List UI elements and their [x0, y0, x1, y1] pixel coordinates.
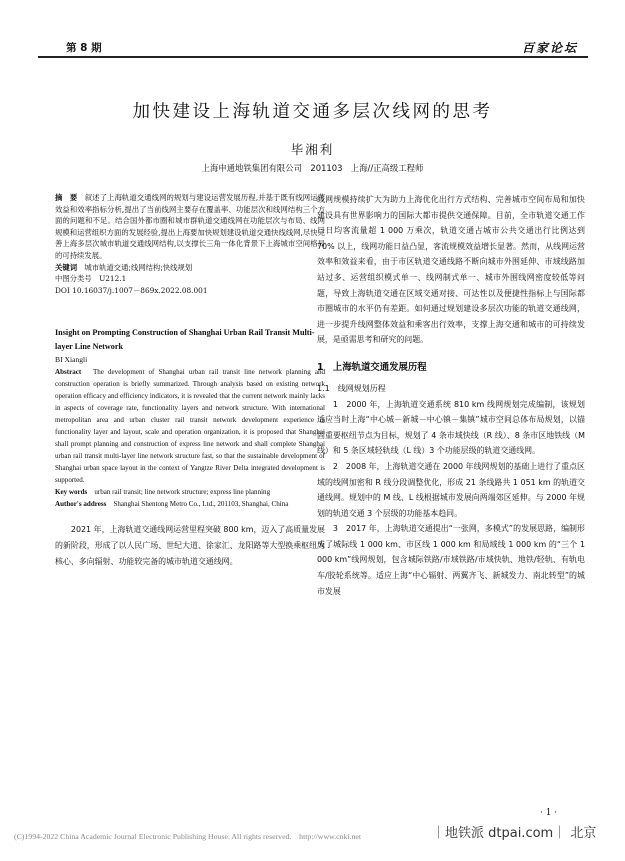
author-name: 毕湘利 [290, 142, 335, 157]
page-number: · 1 · [540, 808, 558, 818]
english-abstract [55, 366, 325, 486]
issue-number: 第 8 期 [66, 42, 102, 54]
section-heading-1-1: 1.1 线网规划历程 [317, 383, 386, 393]
copyright-footer: (C)1994-2022 China Academic Journal Electronic Publishing House. All rights reserved. http://www.cnki.net [14, 832, 362, 841]
article-title: 加快建设上海轨道交通多层次线网的思考 [132, 102, 493, 122]
running-header [38, 40, 588, 58]
keywords-label: 关键词 [55, 262, 78, 272]
abstract-label: 摘 要 [55, 193, 78, 202]
chinese-abstract [55, 192, 325, 262]
author-address [55, 498, 325, 510]
intro-paragraph-start: 2021 年，上海轨道交通线网运营里程突破 800 km，迈入了高质量发展的新阶段，形成了以人民广场、世纪大道、徐家汇、龙阳路等大型换乘枢纽为核心、多向辐射、功能较完备的城市轨道交通线网。 [55, 525, 325, 566]
history-item-2: 2 2008 年，上海轨道交通在 2000 年线网规划的基础上进行了重点区域的线网加密和 R 线分段调整优化，形成 21 条线路共 1 051 km 的轨道交通线网。规划中的 M 线、L 线根据城市发展向两端郊区延伸。与 2000 年规划的轨道交通 3 个层级的功能基本趋同。 [317, 461, 585, 518]
author-address-label: Author's address [55, 500, 107, 509]
english-abstract-label: Abstract [55, 368, 82, 377]
author-address-text: Shanghai Shentong Metro Co., Ltd., 201103, Shanghai, China [113, 500, 289, 509]
english-abstract-text: The development of Shanghai urban rail transit line network planning and construction operation is briefly summarized. Through analysis based on existing network operation efficacy and efficiency indicators, it is revealed that the current network mainly lacks in aspects of coverage rate, functionality layers and network structure. With international metropolitan area and urban cluster rail transit network development experience in functionality layer and layout, scale and operation organization, it is proposed that Shanghai shall prompt planning and construction of express line network and shall complete Shanghai urban rail transit multi-layer line network structure fast, so that the sustainable development of Shanghai urban space layout in the context of Yangtze River Delta integrated development is supported. [55, 368, 325, 485]
english-author: BI Xiangli [55, 355, 88, 365]
chinese-keywords [55, 262, 325, 274]
right-column [317, 192, 585, 599]
left-column [55, 192, 325, 569]
english-keywords-label: Key words [55, 488, 88, 497]
author-affiliation: 上海申通地铁集团有限公司 201103 上海//正高级工程师 [201, 163, 424, 173]
english-title: Insight on Prompting Construction of Shanghai Urban Rail Transit Multi-layer Line Network [55, 328, 315, 352]
watermark: ｜地铁派 dtpai.com｜ 北京 [432, 826, 597, 841]
history-item-1: 1 2000 年，上海轨道交通系统 810 km 线网规划完成编制，该规划适应当时上海“中心城－新城－中心镇－集镇”城市空间总体布局规划，以锚固重要枢纽节点为目标，规划了 4 条市域快线（R 线）、8 条市区地铁线（M 线）和 5 条区域轻轨线（L 线）3 个功能层级的轨道交通线网。 [317, 399, 585, 456]
section-name: 百家论坛 [521, 41, 578, 55]
doi: DOI 10.16037/j.1007－869x.2022.08.001 [55, 285, 208, 295]
history-item-3: 3 2017 年，上海轨道交通提出“一张网，多模式”的发展思路，编制形成了城际线 1 000 km、市区线 1 000 km 和局域线 1 000 km 的“三个 1 000 km”线网规划，包含城际铁路/市域铁路/市域快轨、地铁/轻轨、有轨电车/胶轮系统等。适应上海“中心辐射、两翼齐飞、新城发力、南北转型”的城市发展 [317, 524, 585, 596]
abstract-text: 叙述了上海轨道交通线网的规划与建设运营发展历程,并基于既有线网运营效益和效率指标分析,提出了当前线网主要存在覆盖率、功能层次和线网结构三个方面的问题和不足。结合国外都市圈和城市群轨道交通线网在功能层次与布局、线网规模和运营组织方面的发展经验,提出上海要加快规划建设轨道交通快线线网,尽快完善上海多层次城市轨道交通线网结构,以支撑长三角一体化背景下上海城市空间格局的可持续发展。 [55, 193, 325, 260]
section-heading-1: 1 上海轨道交通发展历程 [317, 361, 427, 373]
keywords-text: 城市轨道交通;线网结构;快线规划 [84, 262, 193, 272]
english-keywords-text: urban rail transit; line network structure; express line planning [94, 488, 271, 497]
english-keywords [55, 486, 325, 498]
intro-paragraph-continued: 线网规模持续扩大为助力上海优化出行方式结构、完善城市空间布局和加快建设具有世界影响力的国际大都市提供交通保障。目前，全市轨道交通工作日日均客流量超 1 000 万乘次，轨道交通占城市公共交通出行比例达到 70% 以上，线网功能日益凸显，客流规模效益增长显著。然而，从线网运营效率和效益来看，由于市区轨道交通线路不断向城市外围延伸、市域线路加站过多、运营组织模式单一、线网制式单一、城市外围线网密度较低等问题，导致上海轨道交通在区域交通对接、可达性以及便捷性指标上与国际都市圈城市的水平仍有差距。如何通过规划建设多层次功能的轨道交通线网，进一步提升线网整体效益和乘客出行效率，支撑上海交通和城市的可持续发展，是亟需思考和研究的问题。 [317, 195, 585, 345]
clc-number: 中图分类号 U212.1 [55, 274, 127, 284]
